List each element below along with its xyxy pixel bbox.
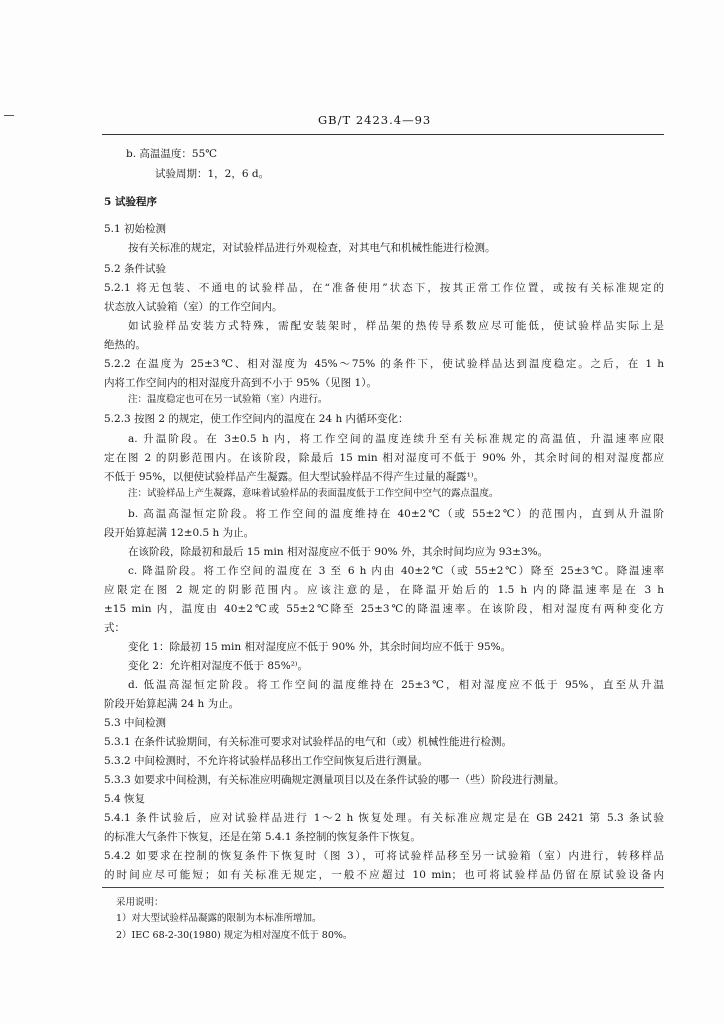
header-rule [102, 134, 664, 135]
text-line: 按有关标准的规定，对试验样品进行外观检查，对其电气和机械性能进行检测。 [128, 242, 496, 254]
text-line: 5.3.3 如要求中间检测，有关标准应明确规定测量项目以及在条件试验的哪一（些）阶段进行测量。 [104, 774, 565, 786]
text-line: 的标准大气条件下恢复，还是在第 5.4.1 条控制的恢复条件下恢复。 [104, 831, 421, 843]
text-line: 5.2.3 按图 2 的规定，使工作空间内的温度在 24 h 内循环变化： [104, 413, 409, 425]
text-line: 5.2.2 在温度为 25±3℃、相对湿度为 45%～75% 的条件下，使试验样品达到温度稳定。之后，在 1 h [104, 358, 664, 370]
text-line: 5.3.1 在条件试验期间，有关标准可要求对试验样品的电气和（或）机械性能进行检测。 [104, 736, 513, 748]
text-line: 5.3 中间检测 [104, 717, 167, 729]
text-line: 变化 1：除最初 15 min 相对湿度应不低于 90% 外，其余时间均应不低于 95%。 [128, 641, 512, 653]
text-line: ±15 min 内，温度由 40±2℃或 55±2℃降至 25±3℃的降温速率。在该阶段，相对湿度有两种变化方 [104, 603, 664, 615]
text-line: 5.4.1 条件试验后，应对试验样品进行 1～2 h 恢复处理。有关标准应规定是在 GB 2421 第 5.3 条试验 [104, 812, 664, 824]
text-line: a. 升温阶段。在 3±0.5 h 内，将工作空间的温度连续升至有关标准规定的高温值，升温速率应限 [128, 433, 664, 445]
text-line: 内将工作空间内的相对湿度升高到不小于 95%（见图 1）。 [104, 377, 377, 389]
text-line: 状态放入试验箱（室）的工作空间内。 [104, 301, 283, 313]
text-line: 应限定在图 2 规定的阴影范围内。应该注意的是，在降温开始后的 1.5 h 内的降温速率是在 3 h [104, 584, 664, 596]
text-line: c. 降温阶段。将工作空间的温度在 3 至 6 h 内由 40±2℃（或 55±2℃）降至 25±3℃。降温速率 [128, 565, 664, 577]
text-line: 不低于 95%，以便使试验样品产生凝露。但大型试验样品不得产生过量的凝露¹⁾。 [104, 471, 484, 483]
note-line: 1）对大型试验样品凝露的限制为本标准所增加。 [116, 913, 322, 924]
text-line: 式： [104, 622, 125, 634]
text-line: 的时间应尽可能短；如有关标准无规定，一般不应超过 10 min；也可将试验样品仍留在原试验设备内 [104, 869, 664, 881]
note-line: 注：试验样品上产生凝露，意味着试验样品的表面温度低于工作空间中空气的露点温度。 [128, 488, 499, 499]
text-line: 5.1 初始检测 [104, 223, 167, 235]
text-line: 绝热的。 [104, 339, 146, 351]
note-line: 采用说明： [116, 897, 164, 908]
text-line: b. 高温高湿恒定阶段。将工作空间的温度维持在 40±2℃（或 55±2℃）的范围内，直到从升温阶 [128, 508, 664, 520]
text-line: 5.4 恢复 [104, 793, 146, 805]
text-line: d. 低温高湿恒定阶段。将工作空间的温度维持在 25±3℃，相对湿度应不低于 95%，直至从升温 [128, 679, 664, 691]
text-line: 试验周期：1，2，6 d。 [155, 168, 270, 180]
note-line: 2）IEC 68-2-30(1980) 规定为相对湿度不低于 80%。 [116, 930, 353, 941]
text-line: 5.2.1 将无包装、不通电的试验样品，在“准备使用”状态下，按其正常工作位置，或按有关标准规定的 [104, 282, 664, 294]
text-line: 5.3.2 中间检测时，不允许将试验样品移出工作空间恢复后进行测量。 [104, 755, 429, 767]
text-line: 定在图 2 的阴影范围内。在该阶段，除最后 15 min 相对湿度可不低于 90% 外，其余时间的相对湿度都应 [104, 452, 664, 464]
text-line: 5.4.2 如要求在控制的恢复条件下恢复时（图 3），可将试验样品移至另一试验箱（室）内进行，转移样品 [104, 850, 664, 862]
section-heading: 5 试验程序 [104, 196, 157, 208]
text-line: 如试验样品安装方式特殊，需配安装架时，样品架的热传导系数应尽可能低，使试验样品实际上是 [128, 320, 664, 332]
page-header-standard-number: GB/T 2423.4—93 [318, 113, 432, 127]
text-line: 5.2 条件试验 [104, 263, 167, 275]
text-line: b. 高温温度：55℃ [126, 148, 218, 160]
text-line: 阶段开始算起满 24 h 为止。 [104, 698, 240, 710]
footnote-rule [102, 887, 664, 888]
text-line: 变化 2：允许相对湿度不低于 85%²⁾。 [128, 660, 308, 672]
text-line: 段开始算起满 12±0.5 h 为止。 [104, 527, 255, 539]
text-line: 在该阶段，除最初和最后 15 min 相对湿度应不低于 90% 外，其余时间均应为 93±3%。 [128, 546, 549, 558]
note-line: 注：温度稳定也可在另一试验箱（室）内进行。 [128, 394, 328, 405]
margin-mark [4, 115, 14, 116]
